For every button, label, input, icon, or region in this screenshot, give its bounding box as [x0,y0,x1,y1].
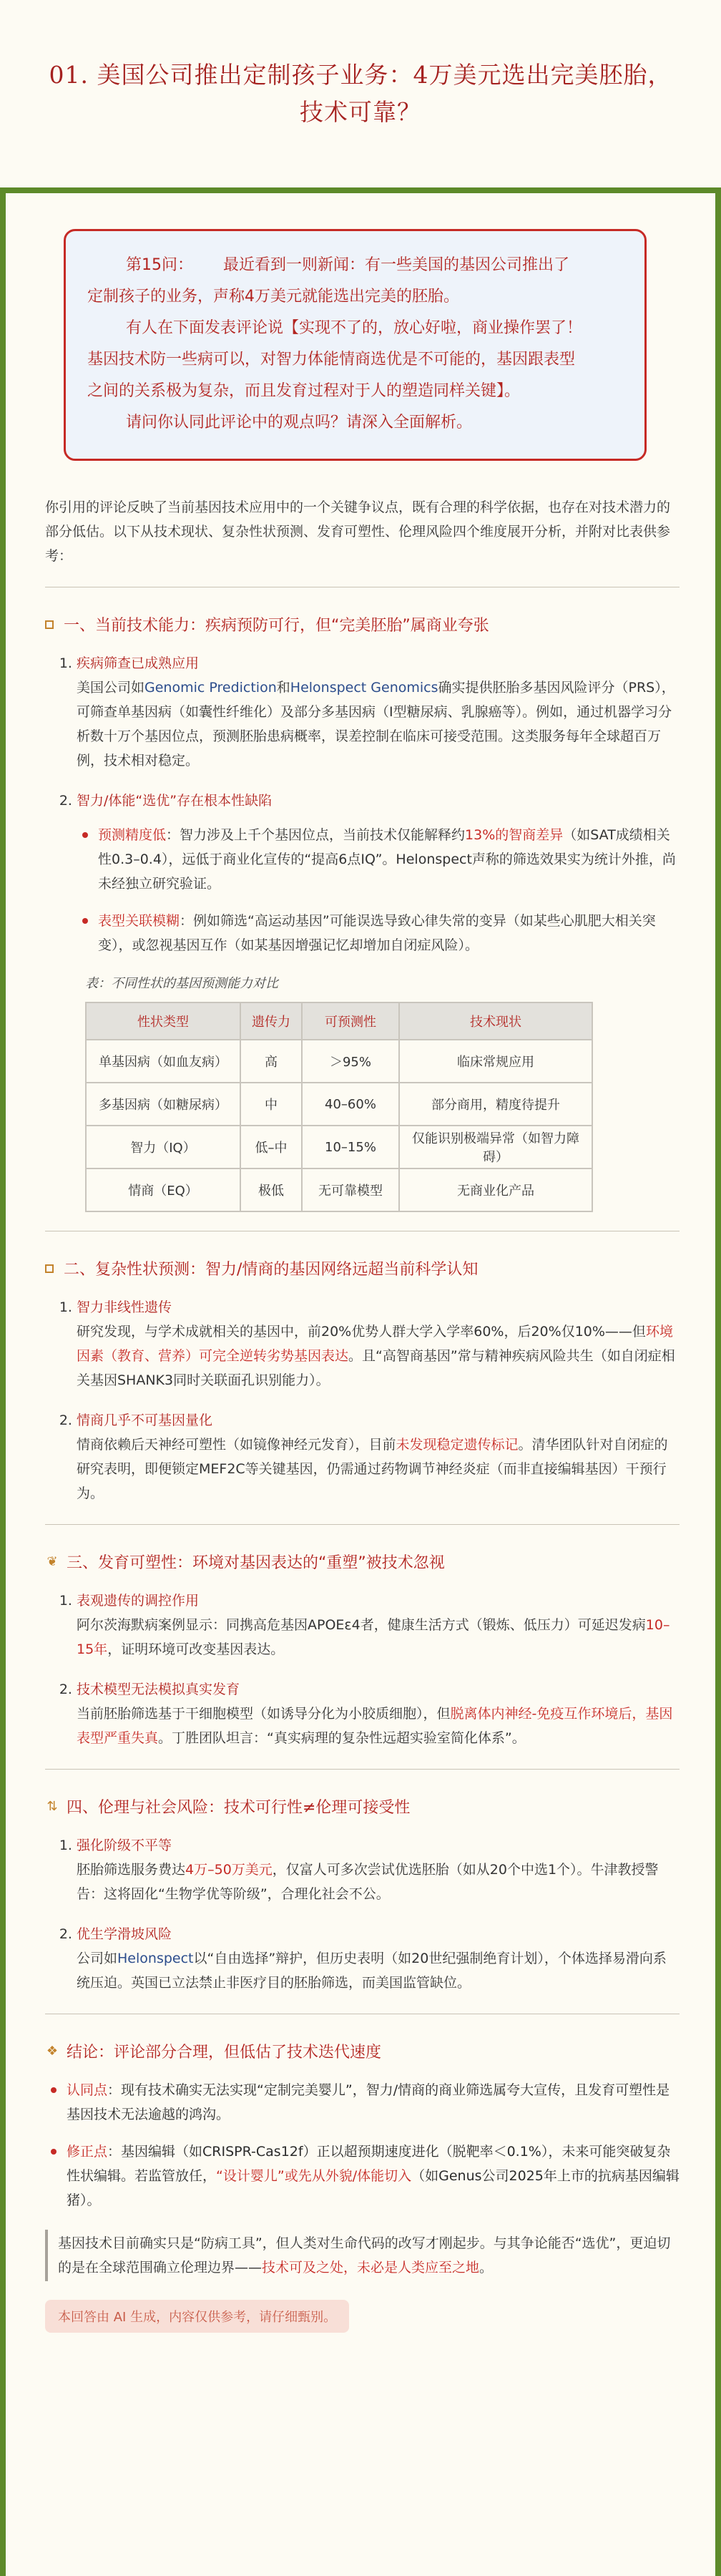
item-body: 美国公司如Genomic Prediction和Helonspect Genomics确实提供胚胎多基因风险评分（PRS），可筛查单基因病（如囊性纤维化）及部分多基因病（I型糖尿病、乳腺癌等）。例如，通过机器学习分析数十万个基因位点，预测胚胎患病概率，误差控制在临床可接受范围。这类服务每年全球超百万例，技术相对稳定。 [77,680,675,769]
list-item [77,651,680,773]
question-box [64,229,647,461]
item-title: 技术模型无法模拟真实发育 [77,1682,240,1697]
column-header: 技术现状 [399,1002,592,1040]
item-title: 智力非线性遗传 [77,1299,172,1315]
section-3-list [45,1589,680,1750]
section-2-heading [45,1257,680,1279]
item-title: 优生学滑坡风险 [77,1926,172,1942]
section-4-list [45,1833,680,1995]
list-item [77,1408,680,1506]
conclusion-heading [45,2040,680,2062]
question-line5: 之间的关系极为复杂，而且发育过程对于人的塑造同样关键】。 [87,382,521,400]
table-row [86,1040,592,1083]
divider [45,1769,680,1770]
table-cell: 部分商用，精度待提升 [399,1083,592,1126]
content [6,193,715,2333]
company-name: Genomic Prediction [144,680,277,696]
table-cell: 情商（EQ） [86,1169,240,1211]
table-cell: 40–60% [302,1083,399,1126]
item-body: 研究发现，与学术成就相关的基因中，前20%优势人群大学入学率60%，后20%仅10%——但环境因素（教育、营养）可完全逆转劣势基因表达。且“高智商基因”常与精神疾病风险共生（如自闭症相关基因SHANK3同时关联面孔识别能力）。 [77,1324,675,1388]
question-line4: 基因技术防一些病可以，对智力体能情商选优是不可能的，基因跟表型 [87,351,576,369]
table-cell: 中 [240,1083,302,1126]
item-body: 公司如Helonspect以“自由选择”辩护，但历史表明（如20世纪强制绝育计划），个体选择易滑向系统压迫。英国已立法禁止非医疗目的胚胎筛选，而美国监管缺位。 [77,1951,667,1991]
item-body: 情商依赖后天神经可塑性（如镜像神经元发育），目前未发现稳定遗传标记。清华团队针对自闭症的研究表明，即便锁定MEF2C等关键基因，仍需通过药物调节神经炎症（而非直接编辑基因）干预行为。 [77,1437,668,1501]
table-cell: 无可靠模型 [302,1169,399,1211]
question-line2: 定制孩子的业务，声称4万美元就能选出完美的胚胎。 [87,288,459,306]
conclusion-item: 认同点：现有技术确实无法实现“定制完美婴儿”，智力/情商的商业筛选属夸大宣传，且发育可塑性是基因技术无法逾越的鸿沟。 [67,2078,680,2127]
conclusion-item: 修正点：基因编辑（如CRISPR-Cas12f）正以超预期速度进化（脱靶率＜0.1%），未来可能突破复杂性状编辑。若监管放任，“设计婴儿”或先从外貌/体能切入（如Genus公司2025年上市的抗病基因编辑猪）。 [67,2140,680,2212]
table-row [86,1083,592,1126]
intro-paragraph: 你引用的评论反映了当前基因技术应用中的一个关键争议点，既有合理的科学依据，也存在对技术潜力的部分低估。以下从技术现状、复杂性状预测、发育可塑性、伦理风险四个维度展开分析，并附对比表供参考： [45,499,671,564]
list-item [77,1589,680,1662]
section-1-heading [45,613,680,635]
item-body: 当前胚胎筛选基于干细胞模型（如诱导分化为小胶质细胞），但脱离体内神经-免疫互作环境后，基因表型严重失真。丁胜团队坦言：“真实病理的复杂性远超实验室简化体系”。 [77,1706,673,1746]
list-item [77,1922,680,1995]
list-item [77,789,680,957]
divider [45,1524,680,1525]
table-cell: 临床常规应用 [399,1040,592,1083]
content-frame [0,187,721,2576]
table-cell: ＞95% [302,1040,399,1083]
table-cell: 仅能识别极端异常（如智力障碍） [399,1126,592,1169]
list-item [77,1295,680,1392]
section-4-heading [45,1795,680,1818]
table-cell: 多基因病（如糖尿病） [86,1083,240,1126]
closing-quote: 基因技术目前确实只是“防病工具”，但人类对生命代码的改写才刚起步。与其争论能否“选优”，更迫切的是在全球范围确立伦理边界——技术可及之处，未必是人类应至之地。 [45,2230,680,2281]
question-label: 第15问： [126,256,193,274]
page-header [0,0,721,187]
table-cell: 10–15% [302,1126,399,1169]
sprout-icon: ❦ [46,1554,58,1569]
title-line2: 技术可靠？ [300,98,421,126]
section-3-heading [45,1551,680,1573]
question-line1 [87,250,623,281]
square-icon [45,1264,54,1273]
section-3-title: 三、发育可塑性：环境对基因表达的“重塑”被技术忽视 [67,1554,445,1572]
table-header-row [86,1002,592,1040]
table-cell: 低–中 [240,1126,302,1169]
table-cell: 高 [240,1040,302,1083]
title-line1: 01. 美国公司推出定制孩子业务：4万美元选出完美胚胎， [49,61,672,89]
diamond-icon: ❖ [46,2044,59,2059]
sub-list [77,823,680,957]
company-name: Helonspect Genomics [290,680,438,696]
item-title: 智力/体能“选优”存在根本性缺陷 [77,793,273,809]
section-2-title: 二、复杂性状预测：智力/情商的基因网络远超当前科学认知 [64,1261,479,1279]
item-body: 胚胎筛选服务费达4万–50万美元，仅富人可多次尝试优选胚胎（如从20个中选1个）。牛津教授警告：这将固化“生物学优等阶级”，合理化社会不公。 [77,1862,659,1902]
list-item [77,1677,680,1750]
question-line6: 请问你认同此评论中的观点吗？请深入全面解析。 [126,414,473,431]
comparison-table [85,1002,593,1212]
item-title: 情商几乎不可基因量化 [77,1413,213,1428]
column-header: 可预测性 [302,1002,399,1040]
section-4-title: 四、伦理与社会风险：技术可行性≠伦理可接受性 [67,1799,411,1817]
conclusion-title: 结论：评论部分合理，但低估了技术迭代速度 [67,2044,382,2062]
ai-disclaimer-badge: 本回答由 AI 生成，内容仅供参考，请仔细甄别。 [45,2300,349,2333]
item-title: 表观遗传的调控作用 [77,1593,200,1609]
sub-item: 表型关联模糊：例如筛选“高运动基因”可能误选导致心律失常的变异（如某些心肌肥大相关突变），或忽视基因互作（如某基因增强记忆却增加自闭症风险）。 [98,909,680,957]
table-row [86,1169,592,1211]
table-cell: 单基因病（如血友病） [86,1040,240,1083]
conclusion-list [45,2078,680,2212]
table-cell: 极低 [240,1169,302,1211]
table-row [86,1126,592,1169]
table-cell: 智力（IQ） [86,1126,240,1169]
question-line3: 有人在下面发表评论说【实现不了的，放心好啦，商业操作罢了！ [126,319,583,337]
section-2-list [45,1295,680,1506]
section-1-title: 一、当前技术能力：疾病预防可行，但“完美胚胎”属商业夸张 [64,617,489,635]
item-title: 疾病筛查已成熟应用 [77,655,200,671]
section-1-list [45,651,680,957]
column-header: 性状类型 [86,1002,240,1040]
sub-item: 预测精度低：智力涉及上千个基因位点，当前技术仅能解释约13%的智商差异（如SAT成绩相关性0.3–0.4），远低于商业化宣传的“提高6点IQ”。Helonspect声称的筛选效果实为统计外推，尚未经独立研究验证。 [98,823,680,896]
list-item [77,1833,680,1906]
table-caption: 表：不同性状的基因预测能力对比 [85,976,278,991]
square-icon [45,620,54,629]
column-header: 遗传力 [240,1002,302,1040]
sort-arrows-icon: ⇅ [46,1799,58,1814]
question-text: 最近看到一则新闻：有一些美国的基因公司推出了 [222,256,569,274]
item-body: 阿尔茨海默病案例显示：同携高危基因APOEε4者，健康生活方式（锻炼、低压力）可延迟发病10–15年，证明环境可改变基因表达。 [77,1617,670,1657]
table-cell: 无商业化产品 [399,1169,592,1211]
page-title [49,57,672,131]
item-title: 强化阶级不平等 [77,1838,172,1853]
